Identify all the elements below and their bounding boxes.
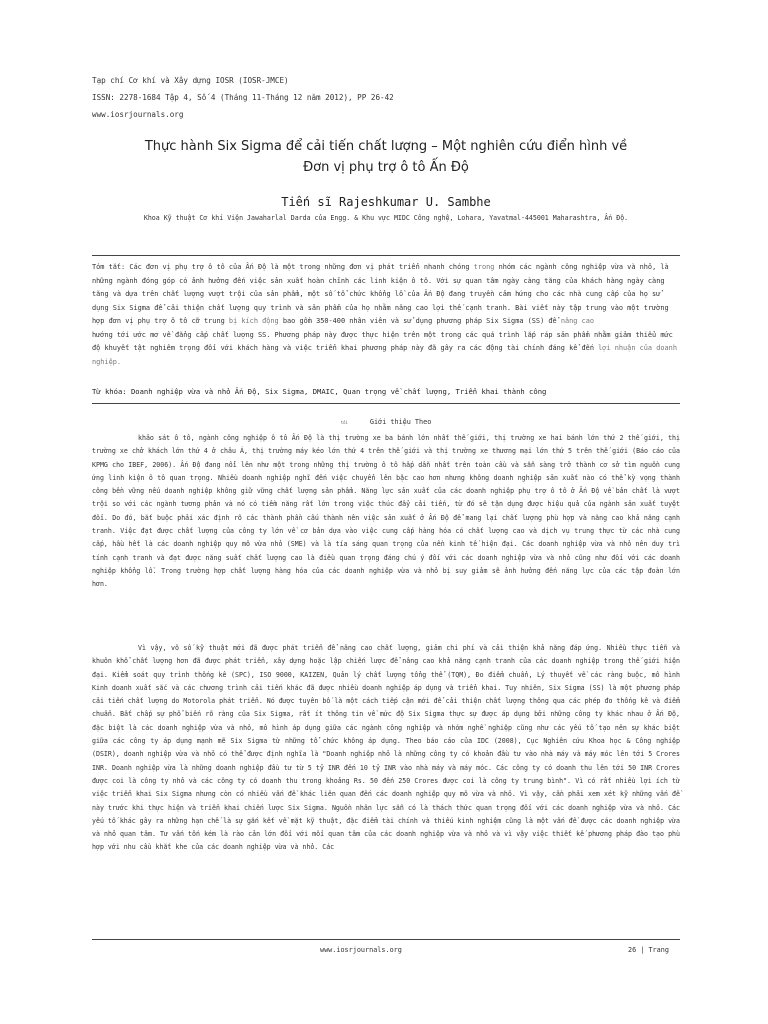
section-number: tôi	[340, 419, 348, 425]
abstract-text-1: Tóm tắt: Các đơn vị phụ trợ ô tô của Ấn Độ là một trong những đơn vị phát triển nhanh chóng	[92, 263, 470, 271]
author-affiliation: Khoa Kỹ thuật Cơ khí Viện Jawaharlal Darda của Engg. & Khu vực MIDC Công nghệ, Lohara, Yavatmal-445001 Maharashtra, Ấn Độ.	[143, 214, 629, 222]
section-heading-text: Giới thiệu Theo	[369, 418, 432, 426]
paragraph-1-text: khảo sát ô tô, ngành công nghiệp ô tô Ấn Độ là thị trường xe ba bánh lớn nhất thế giới, thị trường xe hai bánh lớn thứ 2 thế giới, thị trường xe chở khách lớn thứ 4 ở châu Á, thị trường máy kéo lớn thứ 4 trên thế giới và thị trường xe thương mại lớn thứ 5 trên thế giới (Báo cáo của KPMG cho IBEF, 2006). Ấn Độ đang nổi lên như một trong những thị trường ô tô hấp dẫn nhất trên toàn cầu và sẵn sàng trở thành cơ sở tìm nguồn cung ứng linh kiện ô tô quan trọng. Nhiều doanh nghiệp nghĩ đến việc chuyển lên bậc cao hơn nhưng không doanh nghiệp sản xuất nào có thể kỳ vọng thành công bền vững nếu doanh nghiệp không giữ vững chất lượng sản phẩm. Năng lực sản xuất của các doanh nghiệp phụ trợ ô tô ở Ấn Độ về bản chất là vượt trội so với các ngành tương phản và nó có tiềm năng rất lớn trong việc thúc đẩy cải tiến, từ đó sẽ tận dụng được hiệu quả của ngành sản xuất tuyệt đối. Do đó, bắt buộc phải xác định rõ các thành phần cấu thành nên việc sản xuất ở Ấn Độ để mang lại chất lượng phù hợp và năng cao khả năng cạnh tranh. Việc đạt được chất lượng của công ty lớn về cơ bản dựa vào việc cung cấp hàng hóa có chất lượng cao và dịch vụ trung thực từ các nhà cung cấp, hầu hết là các doanh nghiệp quy mô vừa nhỏ (SME) và là tía sáng quan trọng của nền kinh tế hiện đại. Các doanh nghiệp vừa và nhỏ nên duy trì tính cạnh tranh và đạt được năng suất chất lượng cao là điều quan trọng đáng chú ý đối với các doanh nghiệp vừa và nhỏ cũng như đối với các doanh nghiệp khổng lồ. Trong trường hợp chất lượng hàng hóa của các doanh nghiệp vừa và nhỏ bị suy giảm sẽ ảnh hưởng đến năng lực của các tập đoàn lớn hơn.	[92, 434, 680, 589]
title-line-1: Thực hành Six Sigma để cải tiến chất lượng – Một nghiên cứu điển hình về	[144, 139, 628, 154]
abstract-bottom-rule	[92, 403, 680, 404]
paragraph-2-text: Vì vậy, vô số kỹ thuật mới đã được phát triển để nâng cao chất lượng, giảm chi phí và cải thiện khả năng đáp ứng. Nhiều thực tiễn và khuôn khổ chất lượng hơn đã được phát triển, xây dựng hoặc lập chiến lược để nâng cao khả năng cạnh tranh của các doanh nghiệp trong thế giới hiện đại. Kiểm soát quy trình thống kê (SPC), ISO 9000, KAIZEN, Quản lý chất lượng tổng thể (TQM), Đo điểm chuẩn, Lý thuyết về các ràng buộc, mô hình Kinh doanh xuất sắc và các chương trình cải tiến khác đã được nhiều doanh nghiệp áp dụng và triển khai. Tuy nhiên, Six Sigma (SS) là một phương pháp cải tiến chất lượng do Motorola phát triển. Nó được tuyên bố là một cách tiếp cận mới để cải thiện chất lượng thông qua các phép đo thống kê và điểm chuẩn. Bất chấp sự phổ biến rõ ràng của Six Sigma, rất ít thông tin về mức độ Six Sigma thực sự được áp dụng bởi những công ty khác nhau ở Ấn Độ, đặc biệt là các doanh nghiệp vừa và nhỏ, mô hình áp dụng giữa các ngành công nghiệp và nhóm nghề nghiệp cũng như các yếu tố tạo nên sự khác biệt giữa các công ty áp dụng mạnh mẽ Six Sigma từ những tổ chức không áp dụng. Theo báo cáo của IDC (2008), Cục Nghiên cứu Khoa học & Công nghiệp (DSIR), doanh nghiệp vừa và nhỏ có thể được định nghĩa là "Doanh nghiệp nhỏ là những công ty có khoản đầu tư vào nhà máy và máy móc lên tới 5 Crores INR. Doanh nghiệp vừa là những doanh nghiệp đầu tư từ 5 tỷ INR đến 10 tỷ INR vào nhà máy và máy móc. Các công ty có doanh thu lên tới 50 INR Crores được coi là công ty nhỏ và các công ty có doanh thu trong khoảng Rs. 50 đến 250 Crores được coi là công ty trung bình". Vì có rất nhiều lợi ích từ việc triển khai Six Sigma nhưng còn có nhiều vấn đề khác liên quan đến các doanh nghiệp quy mô vừa và nhỏ. Vì vậy, cần phải xem xét kỹ những vấn đề này trước khi thực hiện và triển khai chiến lược Six Sigma. Nguồn nhân lực sẵn có là thách thức quan trọng đối với các doanh nghiệp vừa và nhỏ. Các yếu tố khác gây ra những hạn chế là sự gắn kết về mặt kỹ thuật, đặc điểm tài chính và thiếu kinh nghiệm cũng là một vấn đề được các doanh nghiệp vừa và nhỏ quan tâm. Tư vấn tốn kém là rào cản lớn đối với mối quan tâm của các doanh nghiệp vừa và nhỏ và vì vậy việc thiết kế phương pháp đào tạo phù hợp với nhu cầu khắt khe của các doanh nghiệp vừa và nhỏ. Các	[92, 644, 680, 852]
journal-website: www.iosrjournals.org	[92, 110, 184, 119]
abstract-highlight-2: bị kích động	[228, 317, 279, 325]
abstract	[92, 261, 680, 369]
abstract-text-3: bao gồm 350-400 nhân viên và sử dụng phương pháp Six Sigma (SS) để	[282, 317, 557, 325]
author-name: Tiến sĩ Rajeshkumar U. Sambhe	[281, 195, 491, 209]
footer-page-number: 26 | Trang	[628, 946, 669, 954]
footer-url: www.iosrjournals.org	[320, 946, 402, 954]
abstract-top-rule	[92, 255, 680, 256]
footer-rule	[92, 939, 680, 940]
abstract-highlight-3: nâng cao	[560, 317, 595, 325]
paragraph-2	[92, 642, 680, 855]
journal-header	[92, 72, 682, 123]
abstract-text-4: hướng tới ước mơ về đẳng cấp chất lượng SS. Phương pháp này được thực hiện trên một trong các quá trình lắp ráp sản phẩm nhằm giảm thiểu mức độ khuyết tật nghiêm trọng đối với khách hàng và việc triển khai phương pháp này đã gây ra các động tài chính đáng kể đến	[92, 330, 673, 352]
paragraph-1	[92, 432, 680, 592]
issn-line: ISSN: 2278-1684 Tập 4, Số 4 (Tháng 11-Tháng 12 năm 2012), PP 26-42	[92, 93, 394, 102]
abstract-text-2: nhóm các ngành công nghiệp vừa và nhỏ, là những ngành đóng góp có ảnh hưởng đến việc sản xuất hoàn chỉnh các linh kiện ô tô. Với sự quan tâm ngày càng tăng của khách hàng ngày càng tăng và dựa trên chất lượng vượt trội của sản phẩm, một số tổ chức khổng lồ của Ấn Độ đang truyền cảm hứng cho các nhà cung cấp của họ sử dụng Six Sigma để cải thiện chất lượng quy trình và sản phẩm của họ nhằm nâng cao lợi thế cạnh tranh. Bài viết này tập trung vào một trường hợp đơn vị phụ trợ ô tô cỡ trung	[92, 263, 669, 325]
journal-name: Tạp chí Cơ khí và Xây dựng IOSR (IOSR-JMCE)	[92, 76, 289, 85]
abstract-highlight-4: lợi nhuận của doanh nghiệp.	[92, 344, 677, 366]
abstract-highlight-1: trong	[473, 263, 495, 271]
title-line-2: Đơn vị phụ trợ ô tô Ấn Độ	[303, 160, 469, 175]
paper-title	[92, 136, 680, 178]
section-heading-introduction	[92, 418, 680, 426]
keywords: Từ khóa: Doanh nghiệp vừa và nhỏ Ấn Độ, Six Sigma, DMAIC, Quan trọng về chất lượng, Triển khai thành công	[92, 387, 547, 396]
